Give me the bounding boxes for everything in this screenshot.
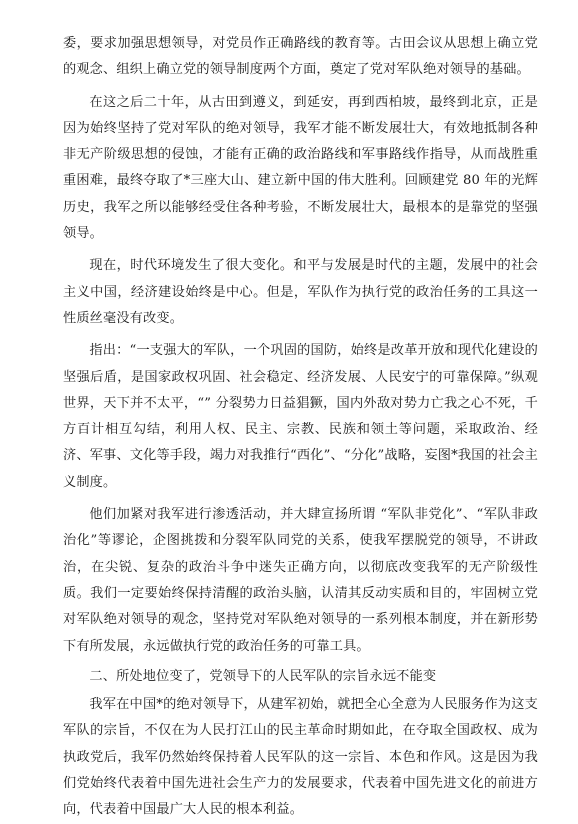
section-heading: 二、所处地位变了，党领导下的人民军队的宗旨永远不能变 [89, 668, 437, 684]
paragraph-1: 委，要求加强思想领导，对党员作正确路线的教育等。古田会议从思想上确立党的观念、组织上确立党的领导制度两个方面，奠定了党对军队绝对领导的基础。 [63, 36, 538, 78]
paragraph-6: 我军在中国*的绝对领导下，从建军初始，就把全心全意为人民服务作为这支军队的宗旨，不仅在为人民打江山的民主革命时期如此，在夺取全国政权、成为执政党后，我军仍然始终保持着人民军队的这一宗旨、本色和作风。这是因为我们党始终代表着中国先进社会生产力的发展要求，代表着中国先进文化的前进方向，代表着中国最广大人民的根本利益。 [63, 697, 538, 818]
paragraph-5: 他们加紧对我军进行渗透活动，并大肆宣扬所谓 “军队非党化”、“军队非政治化”等谬论，企图挑拨和分裂军队同党的关系，使我军摆脱党的领导，不讲政治，在尖锐、复杂的政治斗争中迷失正确方向，以彻底改变我军的无产阶级性质。我们一定要始终保持清醒的政治头脑，认清其反动实质和目的，牢固树立党对军队绝对领导的观念，坚持党对军队绝对领导的一系列根本制度，并在新形势下有所发展，永远做执行党的政治任务的可靠工具。 [63, 507, 538, 654]
paragraph-2: 在这之后二十年，从古田到遵义，到延安，再到西柏坡，最终到北京，正是因为始终坚持了党对军队的绝对领导，我军才能不断发展壮大，有效地抵制各种非无产阶级思想的侵蚀，才能有正确的政治路线和军事路线作指导，从而战胜重重困难，最终夺取了*三座大山、建立新中国的伟大胜利。回顾建党 80 年的光辉历史，我军之所以能够经受住各种考验，不断发展壮大，最根本的是靠党的坚强领导。 [63, 94, 538, 242]
paragraph-3: 现在，时代环境发生了很大变化。和平与发展是时代的主题，发展中的社会主义中国，经济建设始终是中心。但是，军队作为执行党的政治任务的工具这一性质丝毫没有改变。 [63, 258, 538, 326]
paragraph-4: 指出：“一支强大的军队，一个巩固的国防，始终是改革开放和现代化建设的坚强后盾，是国家政权巩固、社会稳定、经济发展、人民安宁的可靠保障。”纵观世界，天下并不太平，“” 分裂势力日益猖獗，国内外敌对势力亡我之心不死，千方百计相互勾结，利用人权、民主、宗教、民族和领土等问题，采取政治、经济、军事、文化等手段，竭力对我推行“西化”、“分化”战略，妄图*我国的社会主义制度。 [63, 343, 538, 490]
